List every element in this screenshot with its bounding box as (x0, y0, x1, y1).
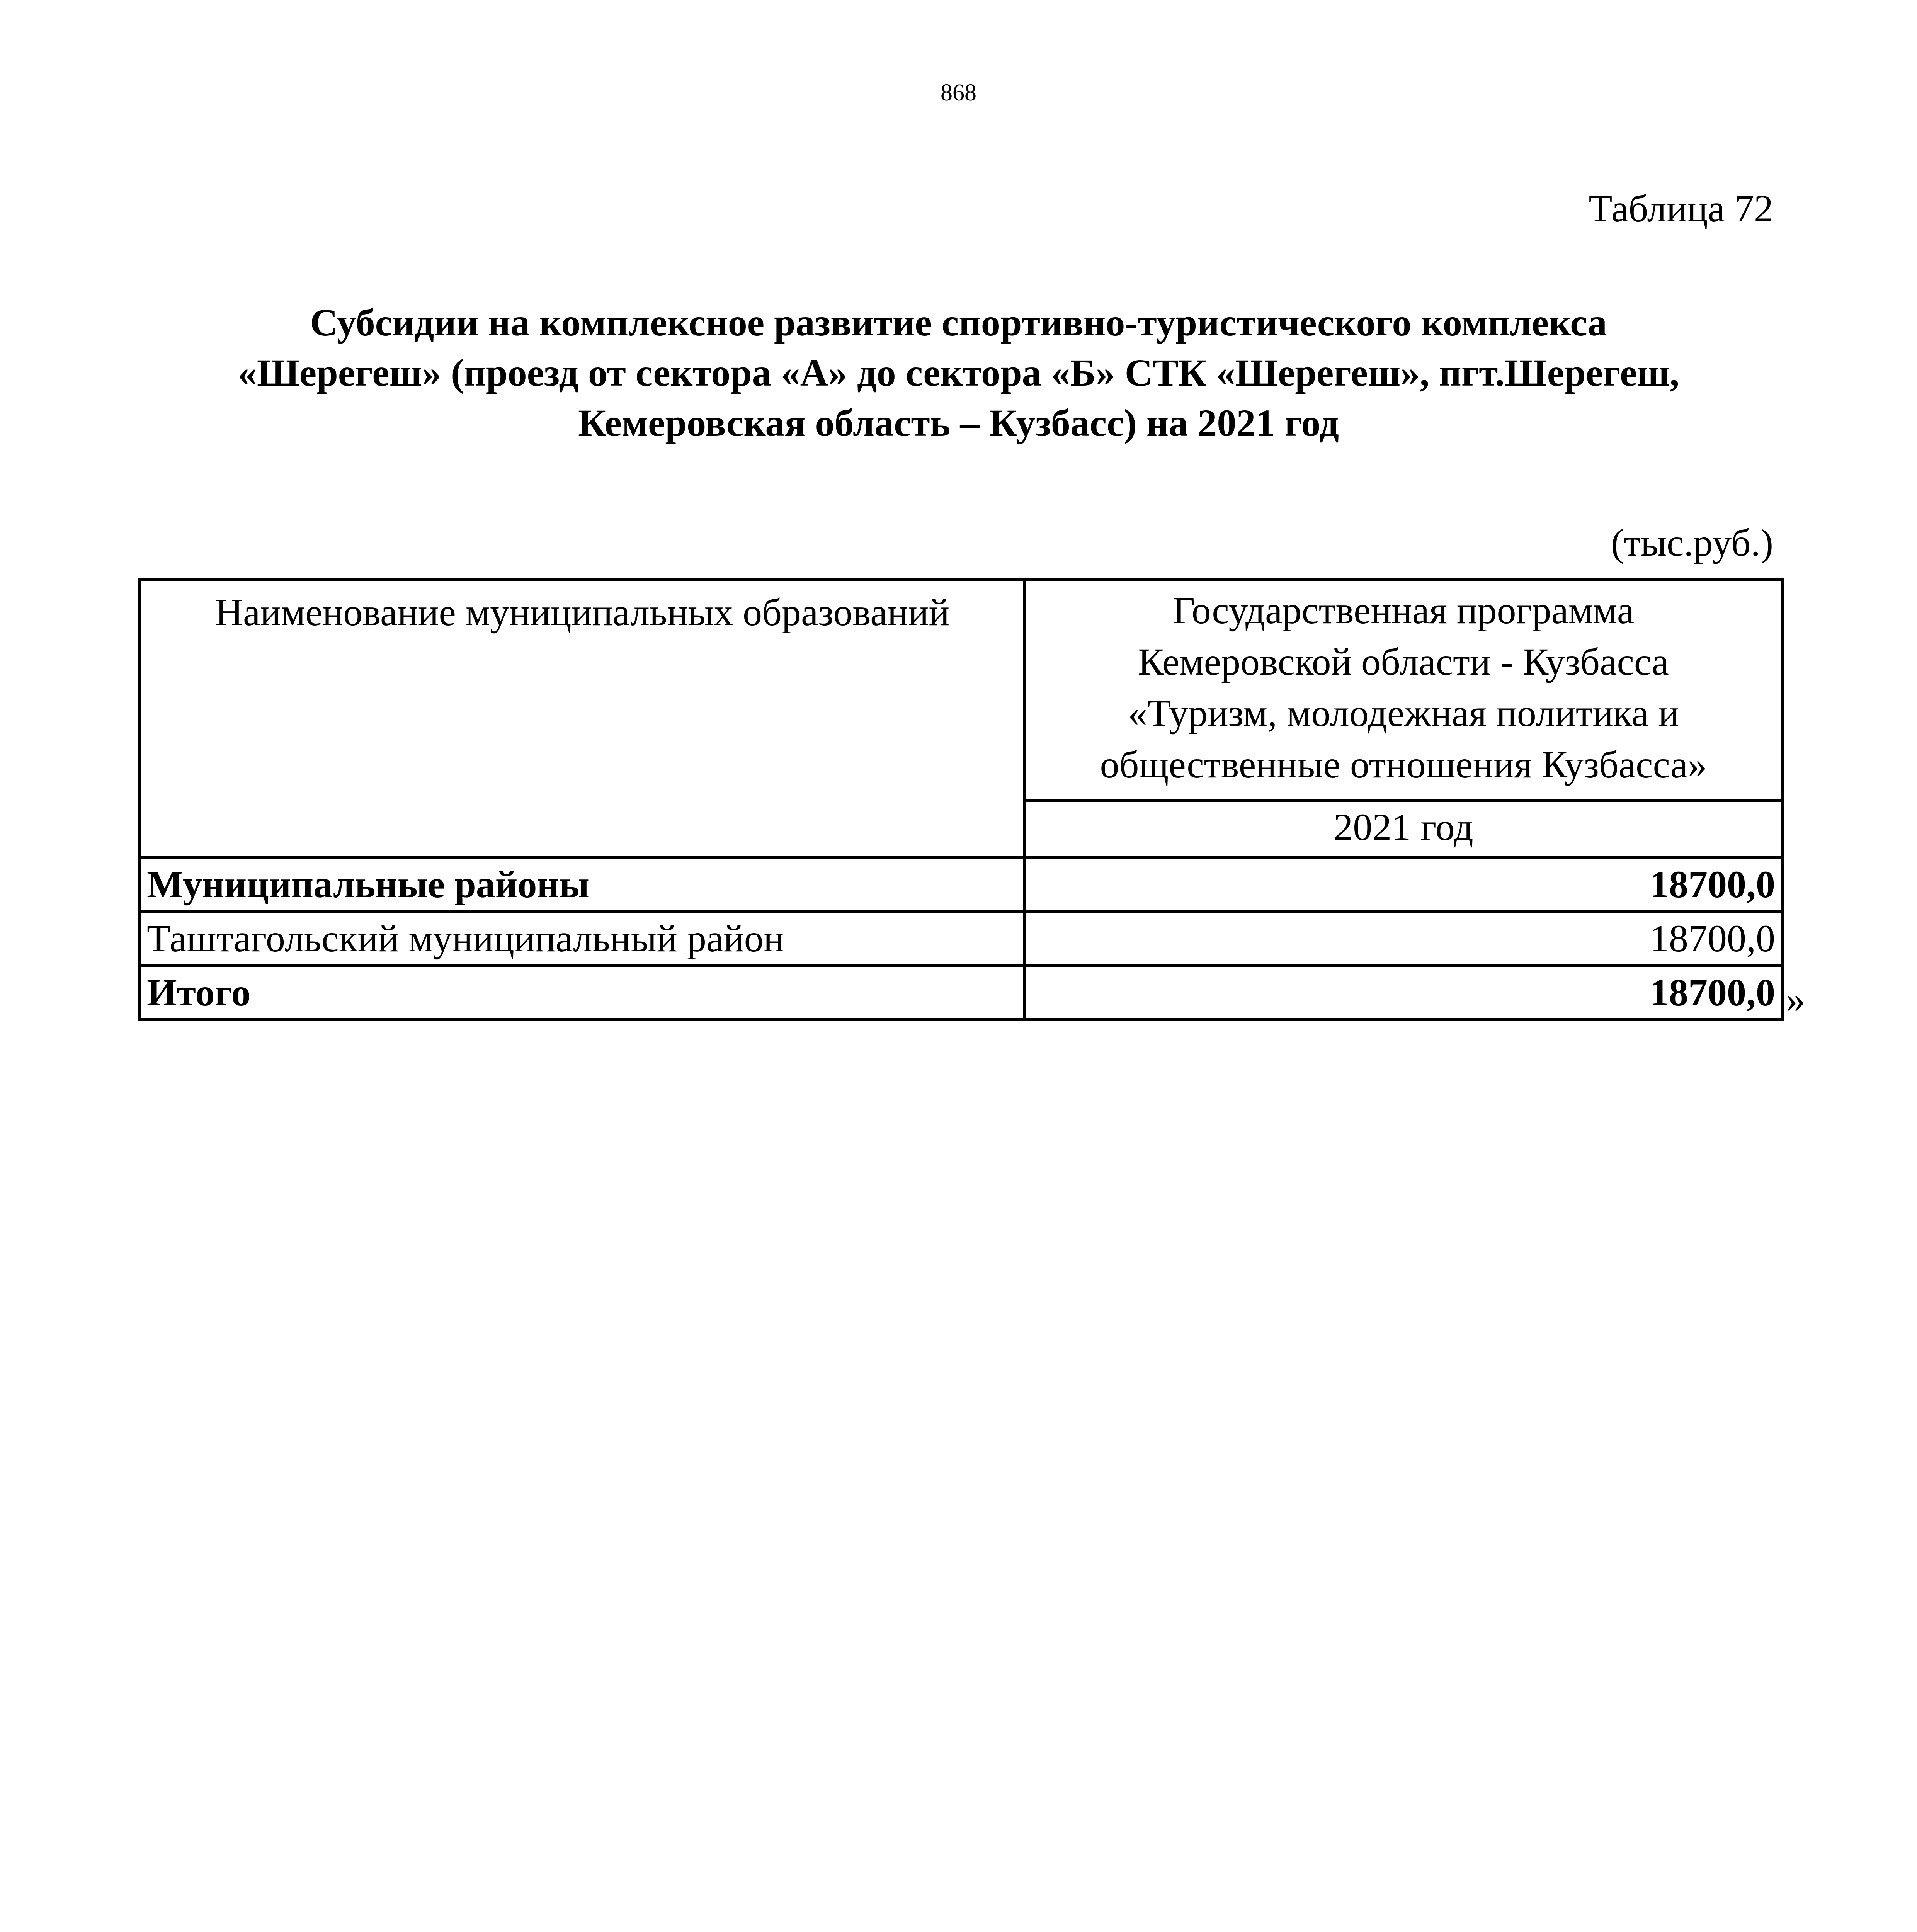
table-row (140, 857, 1782, 912)
row-value: 18700,0 (1025, 966, 1782, 1020)
header-program-line: общественные отношения Кузбасса» (1100, 743, 1707, 786)
header-municipality-name: Наименование муниципальных образований (140, 579, 1025, 857)
document-title (116, 298, 1801, 448)
table-row (140, 966, 1782, 1020)
units-label: (тыс.руб.) (1611, 521, 1773, 564)
header-program-line: «Туризм, молодежная политика и (1128, 692, 1679, 735)
row-name: Итого (140, 966, 1025, 1020)
table-label: Таблица 72 (1589, 187, 1773, 230)
title-line-2: «Шерегеш» (проезд от сектора «А» до сектора «Б» СТК «Шерегеш», пгт.Шерегеш, (237, 351, 1679, 394)
row-value: 18700,0 (1025, 857, 1782, 912)
header-year: 2021 год (1025, 800, 1782, 857)
row-name: Таштагольский муниципальный район (140, 912, 1025, 966)
row-value: 18700,0 (1025, 912, 1782, 966)
header-program-line: Кемеровской области - Кузбасса (1138, 640, 1669, 683)
subsidy-table (138, 578, 1784, 1021)
page-number: 868 (941, 80, 976, 106)
header-program-line: Государственная программа (1172, 589, 1635, 632)
table-row (140, 912, 1782, 966)
title-line-3: Кемеровская область – Кузбасс) на 2021 год (578, 401, 1339, 444)
closing-quote: » (1786, 978, 1805, 1020)
table-header-row (140, 579, 1782, 800)
title-line-1: Субсидии на комплексное развитие спортивно-туристического комплекса (310, 301, 1607, 344)
header-program (1025, 579, 1782, 800)
row-name: Муниципальные районы (140, 857, 1025, 912)
